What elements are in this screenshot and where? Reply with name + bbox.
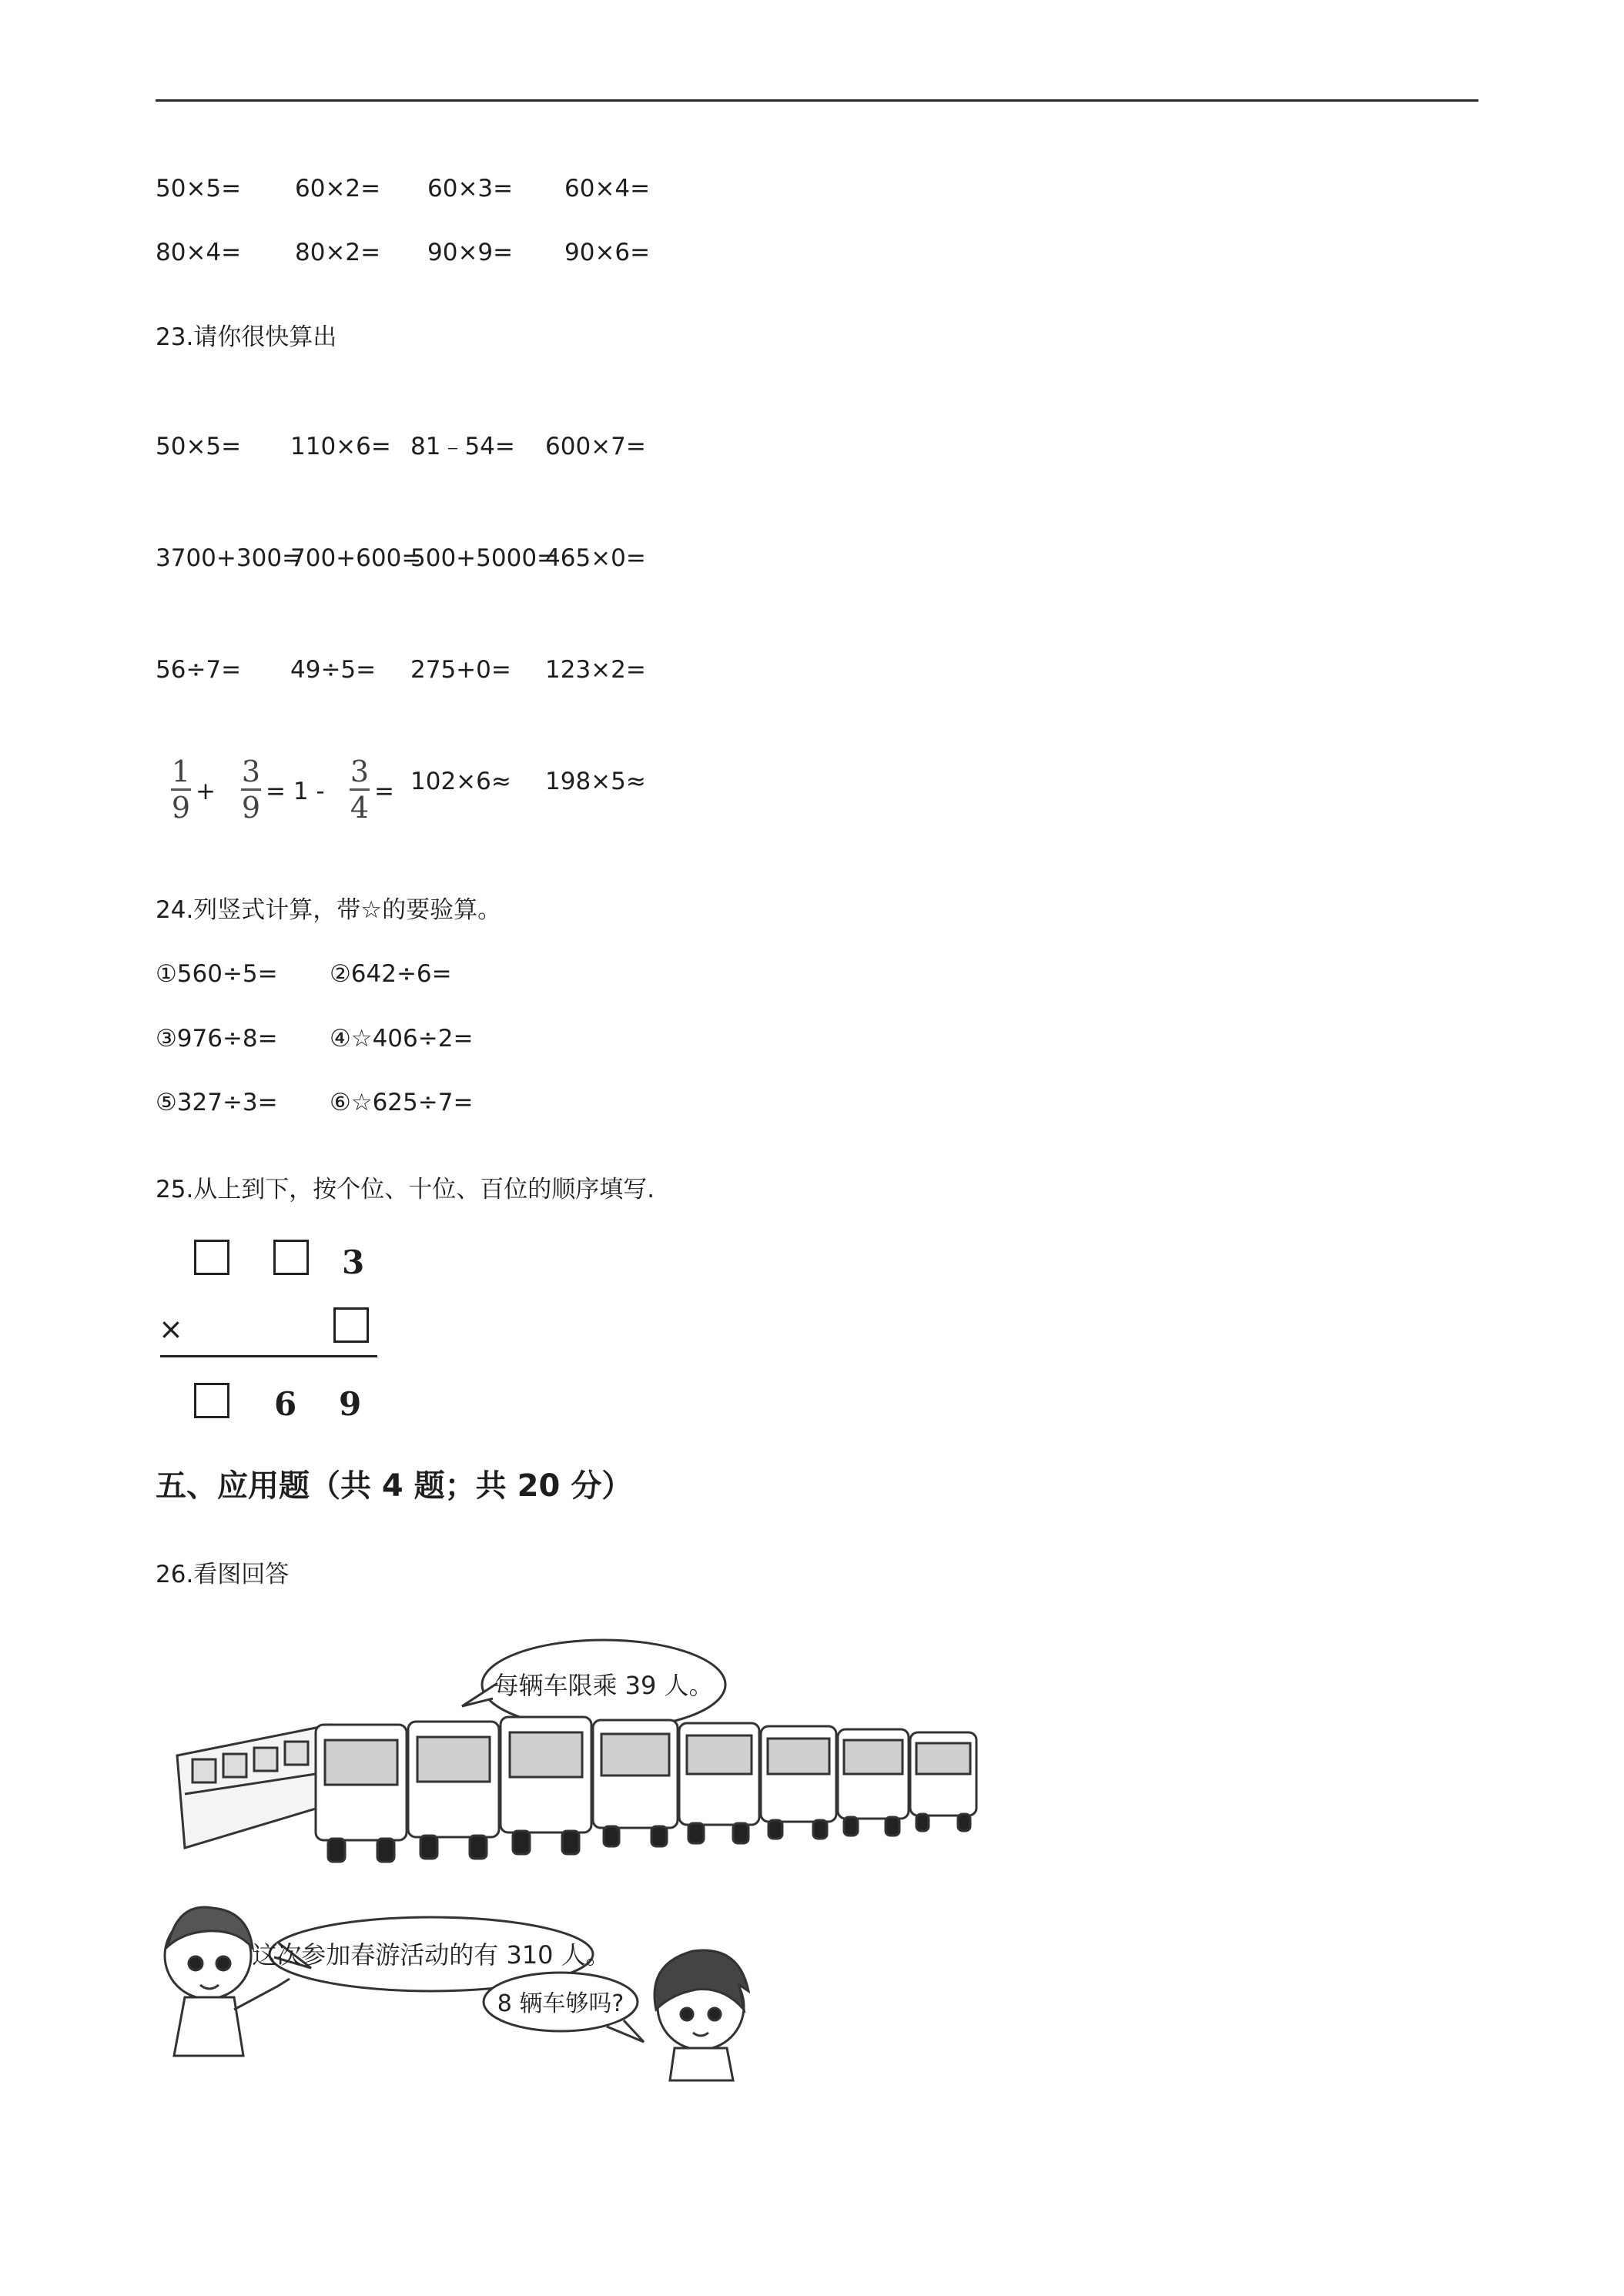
q23-plus: + xyxy=(196,778,216,805)
q23-row4-e3: 102×6≈ xyxy=(410,768,511,795)
q22-row1-e4: 60×4= xyxy=(564,175,651,202)
q22-row1-e3: 60×3= xyxy=(427,175,514,202)
q23-frac-2 xyxy=(241,756,261,823)
q24-item-3: ③976÷8= xyxy=(156,1025,278,1053)
blank-box[interactable] xyxy=(194,1240,229,1275)
frac-denominator: 4 xyxy=(350,791,370,825)
bubble-right-text: 8 辆车够吗? xyxy=(497,1990,624,2017)
header-rule xyxy=(156,99,1478,102)
q23-row2-e4: 465×0= xyxy=(545,544,646,572)
q23-row3-e4: 123×2= xyxy=(545,656,646,684)
q23-row3-e2: 49÷5= xyxy=(290,656,377,684)
q22-row2-e4: 90×6= xyxy=(564,239,651,266)
blank-box[interactable] xyxy=(194,1383,229,1418)
speech-bubble-right xyxy=(484,1973,644,2042)
q24-item-2: ②642÷6= xyxy=(330,960,452,988)
q23-row2-e2: 700+600= xyxy=(290,544,422,572)
q24-item-5: ⑤327÷3= xyxy=(156,1089,278,1116)
q24-item-4: ④☆406÷2= xyxy=(330,1025,474,1053)
q23-row1-e2: 110×6= xyxy=(290,433,391,460)
q23-row3-e3: 275+0= xyxy=(410,656,511,684)
blank-box[interactable] xyxy=(333,1307,369,1343)
boy-right xyxy=(655,1950,748,2080)
times-sign: × xyxy=(159,1312,183,1346)
q24-item-1: ①560÷5= xyxy=(156,960,278,988)
q24-item-6: ⑥☆625÷7= xyxy=(330,1089,474,1116)
q22-row2-e2: 80×2= xyxy=(295,239,381,266)
q22-row2-e3: 90×9= xyxy=(427,239,514,266)
speech-bubble-top xyxy=(462,1640,725,1729)
q25-title: 25.从上到下，按个位、十位、百位的顺序填写. xyxy=(156,1176,655,1203)
frac-denominator: 9 xyxy=(171,791,191,825)
bubble-left-text: 这次参加春游活动的有 310 人。 xyxy=(252,1940,611,1970)
q24-title: 24.列竖式计算，带☆的要验算。 xyxy=(156,896,502,924)
frac-denominator: 9 xyxy=(241,791,261,825)
q23-eq-one-minus: = 1 - xyxy=(266,778,325,805)
q23-eq: = xyxy=(374,778,394,805)
boy-left xyxy=(165,1907,290,2056)
q22-row1-e2: 60×2= xyxy=(295,175,381,202)
q23-row2-e3: 500+5000= xyxy=(410,544,558,572)
section-heading: 五、应用题（共 4 题；共 20 分） xyxy=(156,1468,633,1504)
q26-title: 26.看图回答 xyxy=(156,1561,290,1588)
digit-9: 9 xyxy=(339,1385,362,1423)
frac-numerator: 3 xyxy=(350,755,370,788)
q23-row3-e1: 56÷7= xyxy=(156,656,242,684)
q23-frac-1 xyxy=(171,756,191,823)
q22-row2-e1: 80×4= xyxy=(156,239,242,266)
digit-3: 3 xyxy=(342,1243,365,1281)
product-line xyxy=(160,1355,377,1357)
frac-numerator: 1 xyxy=(171,755,191,788)
frac-numerator: 3 xyxy=(241,755,261,788)
digit-6: 6 xyxy=(274,1385,297,1423)
buses xyxy=(177,1717,976,1862)
q23-row4-e4: 198×5≈ xyxy=(545,768,646,795)
blank-box[interactable] xyxy=(273,1240,309,1275)
bus-illustration xyxy=(154,1625,1078,2117)
q23-row1-e4: 600×7= xyxy=(545,433,646,460)
q23-row1-e3: 81﹣54= xyxy=(410,433,515,460)
q23-frac-3 xyxy=(350,756,370,823)
q23-row1-e1: 50×5= xyxy=(156,433,242,460)
bubble-top-text: 每辆车限乘 39 人。 xyxy=(494,1671,714,1700)
q22-row1-e1: 50×5= xyxy=(156,175,242,202)
q23-row2-e1: 3700+300= xyxy=(156,544,303,572)
q23-title: 23.请你很快算出 xyxy=(156,323,337,351)
